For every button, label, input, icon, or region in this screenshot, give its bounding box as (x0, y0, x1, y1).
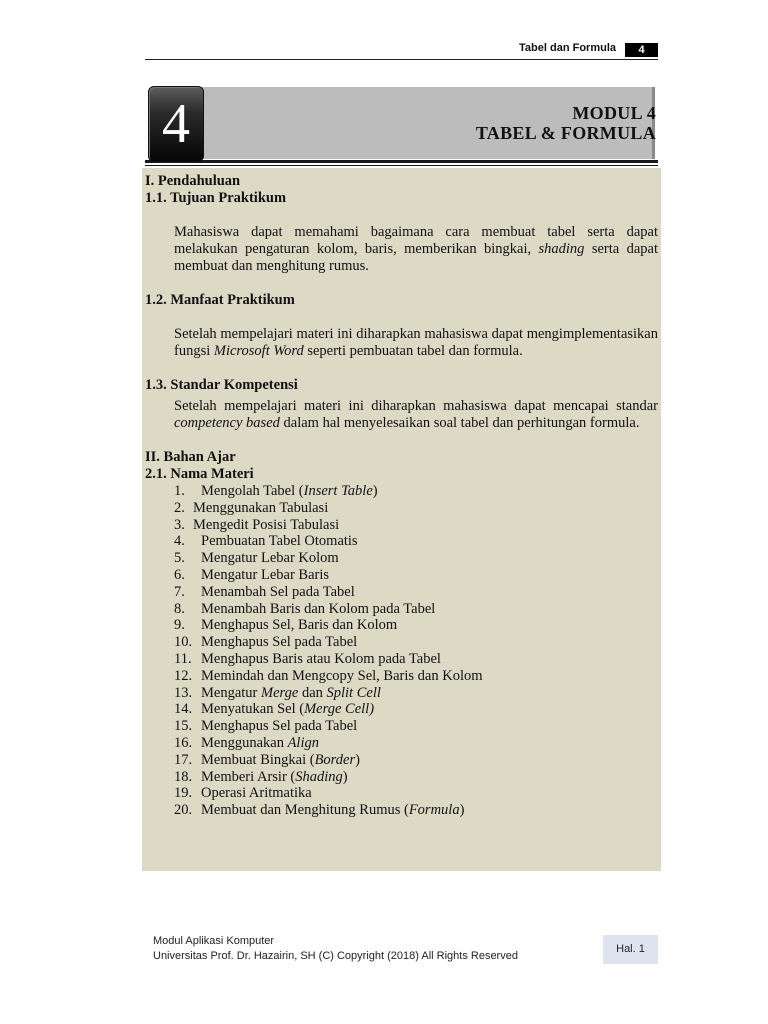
running-header-title: Tabel dan Formula (519, 42, 616, 54)
module-banner (145, 86, 658, 162)
running-header-page-number: 4 (625, 43, 658, 57)
list-item: 7. Menambah Sel pada Tabel (174, 583, 355, 600)
module-label: MODUL 4 (572, 103, 656, 123)
list-item: 3. Mengedit Posisi Tabulasi (174, 516, 340, 533)
list-item: 9. Menghapus Sel, Baris dan Kolom (174, 617, 398, 634)
section-heading-pendahuluan: I. Pendahuluan (145, 173, 241, 189)
module-title: TABEL & FORMULA (475, 123, 656, 143)
list-item: 14. Menyatukan Sel (Merge Cell) (174, 701, 375, 718)
list-item: 2. Menggunakan Tabulasi (174, 499, 329, 516)
list-item: 17. Membuat Bingkai (Border) (174, 751, 360, 768)
page-footer (153, 934, 518, 964)
list-item: 19. Operasi Aritmatika (174, 785, 312, 802)
paragraph-tujuan: Mahasiswa dapat memahami bagaimana cara membuat tabel serta dapat melakukan pengaturan kolom, baris, memberikan bingkai, shading serta dapat membuat dan menghitung rumus. (174, 224, 658, 274)
subsection-heading-manfaat: 1.2. Manfaat Praktikum (145, 292, 295, 308)
footer-copyright: Universitas Prof. Dr. Hazairin, SH (C) Copyright (2018) All Rights Reserved (153, 950, 518, 962)
module-number-badge: 4 (148, 86, 204, 162)
materi-list (145, 483, 658, 819)
list-item: 5. Mengatur Lebar Kolom (174, 550, 339, 567)
list-item: 6. Mengatur Lebar Baris (174, 566, 330, 583)
paragraph-manfaat: Setelah mempelajari materi ini diharapkan mahasiswa dapat mengimplementasikan fungsi Microsoft Word seperti pembuatan tabel dan formula. (174, 326, 658, 359)
content-body (145, 173, 658, 819)
list-item: 1. Mengolah Tabel (Insert Table) (174, 483, 378, 499)
subsection-heading-nama-materi: 2.1. Nama Materi (145, 466, 254, 482)
section-heading-bahan-ajar: II. Bahan Ajar (145, 449, 236, 465)
banner-rule-thick (145, 160, 658, 163)
paragraph-standar: Setelah mempelajari materi ini diharapkan mahasiswa dapat mencapai standar competency based dalam hal menyelesaikan soal tabel dan perhitungan formula. (174, 398, 658, 431)
list-item: 15. Menghapus Sel pada Tabel (174, 718, 358, 735)
subsection-heading-standar: 1.3. Standar Kompetensi (145, 377, 298, 393)
footer-module-name: Modul Aplikasi Komputer (153, 935, 275, 947)
list-item: 11. Menghapus Baris atau Kolom pada Tabel (174, 650, 441, 667)
list-item: 10. Menghapus Sel pada Tabel (174, 634, 358, 651)
list-item: 13. Mengatur Merge dan Split Cell (174, 684, 381, 701)
running-header (145, 41, 658, 60)
list-item: 16. Menggunakan Align (174, 734, 319, 751)
footer-page-label: Hal. 1 (603, 935, 658, 964)
list-item: 12. Memindah dan Mengcopy Sel, Baris dan Kolom (174, 667, 483, 684)
list-item: 20. Membuat dan Menghitung Rumus (Formula) (174, 802, 465, 819)
banner-rule-thin (145, 165, 658, 166)
subsection-heading-tujuan: 1.1. Tujuan Praktikum (145, 190, 287, 206)
list-item: 18. Memberi Arsir (Shading) (174, 768, 348, 785)
list-item: 4. Pembuatan Tabel Otomatis (174, 533, 358, 550)
list-item: 8. Menambah Baris dan Kolom pada Tabel (174, 600, 436, 617)
